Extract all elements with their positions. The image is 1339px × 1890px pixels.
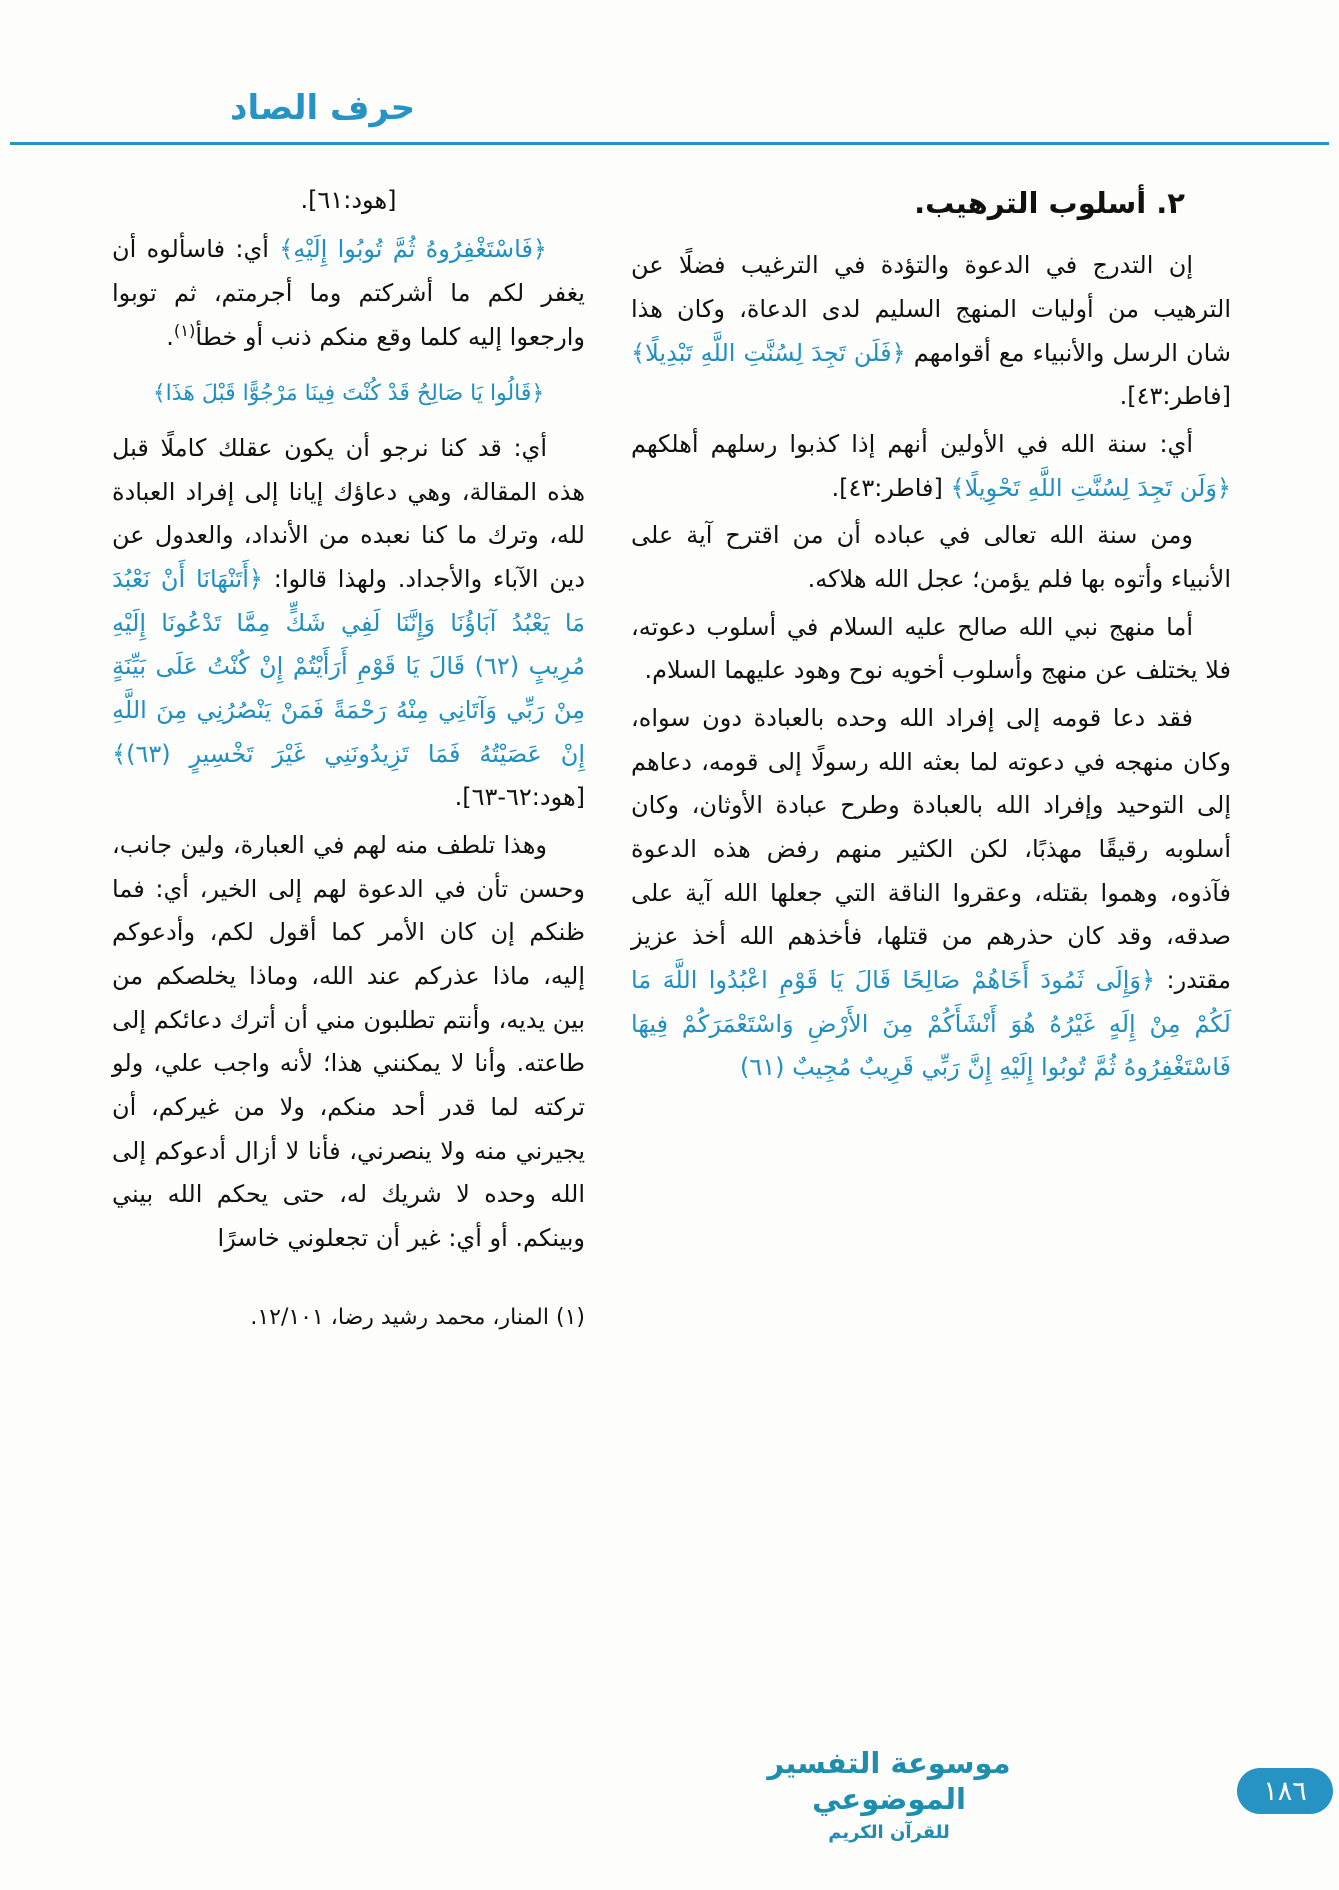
footnote: (١) المنار، محمد رشيد رضا، ١٢/١٠١. <box>250 1304 585 1330</box>
body-text: أي: فاسألوه أن يغفر لكم ما أشركتم وما أجرمتم، ثم توبوا وارجعوا إليه كلما وقع منكم ذنب أو خطأ <box>112 235 585 351</box>
publisher-logo-line2: للقرآن الكريم <box>828 1821 950 1843</box>
body-text: . <box>166 322 174 351</box>
verse-reference: [فاطر:٤٣]. <box>831 473 951 502</box>
paragraph: أما منهج نبي الله صالح عليه السلام في أسلوب دعوته، فلا يختلف عن منهج وأسلوب أخويه نوح وهود عليهما السلام. <box>631 612 1231 685</box>
footnote-marker: (١) <box>173 320 196 340</box>
quran-verse-block: ﴿قَالُوا يَا صَالِحُ قَدْ كُنْتَ فِينَا مَرْجُوًّا قَبْلَ هَذَا﴾ <box>152 381 545 407</box>
body-text: أي: قد كنا نرجو أن يكون عقلك كاملًا قبل هذه المقالة، وهي دعاؤك إيانا إلى إفراد العبادة لله، وترك ما كنا نعبده من الأنداد، والعدول عن دين الآباء والأجداد. ولهذا قالوا: <box>112 434 586 594</box>
paragraph <box>112 427 585 820</box>
chapter-title: حرف الصاد <box>230 88 416 128</box>
left-column <box>112 179 585 1336</box>
body-text: فقد دعا قومه إلى إفراد الله وحده بالعبادة دون سواه، وكان منهجه في دعوته لما بعثه الله رسولًا إلى قومه، دعاهم إلى التوحيد وإفراد الله بالعبادة وطرح عبادة الأوثان، وكان أسلوبه رقيقًا مهذبًا، لكن الكثير منهم رفض هذه الدعوة فآذوه، وهموا بقتله، وعقروا الناقة التي جعلها الله آية على صدقه، وقد كان حذرهم من قتلها، فأخذهم الله أخذ عزيز مقتدر: <box>631 704 1232 995</box>
verse-reference: [هود:٦٢-٦٣]. <box>454 783 585 812</box>
quran-verse: ﴿فَلَن تَجِدَ لِسُنَّتِ اللَّهِ تَبْدِيلًا﴾ <box>631 338 906 367</box>
publisher-logo-line1: موسوعة التفسير الموضوعي <box>767 1746 1011 1817</box>
paragraph: ومن سنة الله تعالى في عباده أن من اقترح آية على الأنبياء وأتوه بها فلم يؤمن؛ عجل الله هلاكه. <box>631 521 1231 593</box>
quran-verse: ﴿وَلَن تَجِدَ لِسُنَّتِ اللَّهِ تَحْوِيلًا﴾ <box>950 473 1231 502</box>
body-text: أي: سنة الله في الأولين أنهم إذا كذبوا رسلهم أهلكهم <box>631 429 1193 458</box>
section-heading: ٢. أسلوب الترهيب. <box>914 186 1185 220</box>
quran-verse: ﴿أَتَنْهَانَا أَنْ نَعْبُدَ مَا يَعْبُدُ آبَاؤُنَا وَإِنَّنَا لَفِي شَكٍّ مِمَّا تَدْعُونَا إِلَيْهِ مُرِيبٍ (٦٢) قَالَ يَا قَوْمِ أَرَأَيْتُمْ إِنْ كُنْتُ عَلَى بَيِّنَةٍ مِنْ رَبِّي وَآتَانِي مِنْهُ رَحْمَةً فَمَنْ يَنْصُرُنِي مِنَ اللَّهِ إِنْ عَصَيْتُهُ فَمَا تَزِيدُونَنِي غَيْرَ تَخْسِيرٍ (٦٣)﴾ <box>112 565 585 768</box>
right-column <box>631 179 1231 1336</box>
quran-verse: ﴿فَاسْتَغْفِرُوهُ ثُمَّ تُوبُوا إِلَيْهِ﴾ <box>279 235 547 264</box>
paragraph <box>631 697 1231 1090</box>
paragraph <box>112 228 585 359</box>
paragraph: وهذا تلطف منه لهم في العبارة، ولين جانب، وحسن تأن في الدعوة لهم إلى الخير، أي: فما ظنكم إن كان الأمر كما أقول لكم، وأدعوكم إليه، ماذا عذركم عند الله، وماذا يخلصكم من بين يديه، وأنتم تطلبون مني أن أترك دعائكم إلى طاعته. وأنا لا يمكنني هذا؛ لأنه واجب علي، ولو تركته لما قدر أحد منكم، ولا من غيركم، أن يجيرني منه ولا ينصرني، فأنا لا أزال أدعوكم إلى الله وحده لا شريك له، حتى يحكم الله بيني وبينكم. أو أي: غير أن تجعلوني خاسرًا <box>112 831 585 1253</box>
body-text: إن التدرج في الدعوة والتؤدة في الترغيب فضلًا عن الترهيب من أوليات المنهج السليم لدى الدعاة، وكان هذا شان الرسل والأنبياء مع أقوامهم <box>631 251 1231 367</box>
quran-verse: ﴿وَإِلَى ثَمُودَ أَخَاهُمْ صَالِحًا قَالَ يَا قَوْمِ اعْبُدُوا اللَّهَ مَا لَكُمْ مِنْ إِلَهٍ غَيْرُهُ هُوَ أَنْشَأَكُمْ مِنَ الأَرْضِ وَاسْتَعْمَرَكُمْ فِيهَا فَاسْتَغْفِرُوهُ ثُمَّ تُوبُوا إِلَيْهِ إِنَّ رَبِّي قَرِيبٌ مُجِيبٌ (٦١) <box>631 966 1231 1082</box>
page-number-badge: ١٨٦ <box>1237 1768 1333 1814</box>
verse-reference: [هود:٦١]. <box>300 186 397 214</box>
content-columns <box>0 145 1339 1336</box>
paragraph <box>631 244 1231 419</box>
verse-reference: [فاطر:٤٣]. <box>1119 382 1231 411</box>
publisher-logo <box>759 1745 1019 1844</box>
paragraph <box>631 423 1231 510</box>
page-header <box>0 0 1339 145</box>
